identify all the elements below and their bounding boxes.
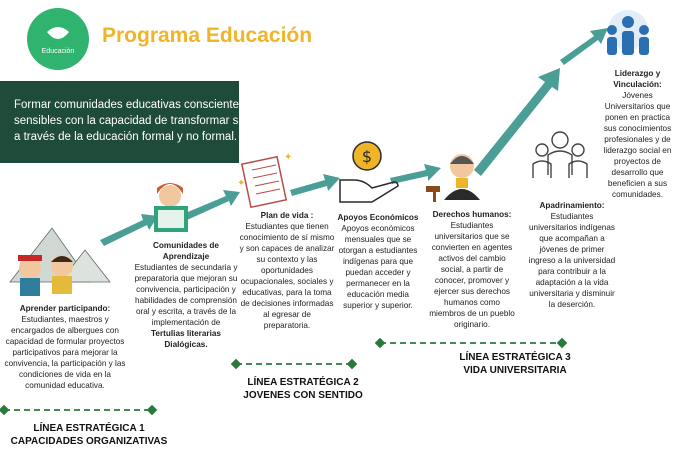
linea-estrategica-3 (440, 351, 590, 377)
linea-number: LÍNEA ESTRATÉGICA 3 (459, 352, 571, 363)
reader-icon (154, 183, 188, 232)
linea-estrategica-1 (0, 422, 178, 448)
stage-body: Apoyos económicos mensuales que se otorgan a estudiantes indígenas para que puedan acceder y permanecer en la educación media superior y superior. (338, 224, 418, 310)
coin-hand-icon (340, 142, 398, 202)
stage-body: Estudiantes de secundaria y preparatoria que mejoran su convivencia, participación y habilidades de comprensión oral y escrita, a través de la implementación de (134, 263, 238, 327)
linea-estrategica-2 (226, 376, 380, 402)
notebook-icon (237, 152, 292, 207)
linea-name: JOVENES CON SENTIDO (243, 390, 363, 401)
page-title: Programa Educación (102, 24, 313, 47)
svg-text:✦: ✦ (237, 178, 246, 189)
stage-body: Estudiantes, maestros y encargados de albergues con capacidad de formular proyectos participativos para mejorar la convivencia, la participación y las condiciones de vida en la comunidad educativa. (4, 315, 126, 390)
arrow-2 (183, 190, 240, 220)
stage-title: Liderazgo y Vinculación: (613, 69, 662, 89)
stage-liderazgo-vinculacion (602, 68, 673, 200)
stage-body: Estudiantes universitarios indígenas que acompañan a jóvenes de primer ingreso a la universidad para contribuir a la adaptación a la vida universitaria y disminuir la deserción. (528, 212, 616, 309)
svg-text:$: $ (361, 147, 373, 166)
svg-text:✦: ✦ (284, 152, 293, 163)
judge-gavel-icon (426, 154, 480, 202)
stage-body: Estudiantes que tienen conocimiento de sí mismo y son capaces de analizar su contexto y las oportunidades ocupacionales, sociales y educativas, para la toma de decisiones informadas al egresar de preparatoria. (239, 222, 335, 330)
mission-statement: Formar comunidades educativas conscientes y sensibles con la capacidad de transformar su entorno a través de la educación formal y no formal. (14, 99, 287, 143)
linea-name: CAPACIDADES ORGANIZATIVAS (10, 436, 168, 447)
arrow-3 (290, 174, 340, 196)
linea-number: LÍNEA ESTRATÉGICA 1 (33, 423, 145, 434)
stage-comunidades-aprendizaje (132, 240, 240, 350)
stage-plan-de-vida (239, 210, 335, 331)
stage-title: Comunidades de Aprendizaje (153, 241, 219, 261)
stage-aprender-participando (2, 303, 128, 391)
lips-icon (27, 8, 89, 70)
linea-number: LÍNEA ESTRATÉGICA 2 (247, 377, 359, 388)
stage-body: Estudiantes universitarios que se convierten en agentes activos del cambio social, a partir de conocer, promover y ejercer sus derechos humanos como miembros de un pueblo originario. (429, 221, 515, 329)
stage-title: Apadrinamiento: (539, 201, 605, 210)
stage-title: Aprender participando: (19, 304, 111, 313)
stage-title: Derechos humanos: (432, 210, 512, 219)
stage-body: Jóvenes Universitarios que ponen en practica sus conocimientos profesionales y de liderazgo social en proyectos de desarrollo que beneficien a sus comunidades. (603, 91, 672, 199)
stage-title: Apoyos Económicos (337, 213, 419, 222)
stage-apoyos-economicos (333, 212, 423, 311)
stage-title: Plan de vida : (260, 211, 314, 220)
leadership-people-icon (607, 10, 649, 55)
linea-name: VIDA UNIVERSITARIA (463, 365, 567, 376)
children-mountains-icon (10, 228, 110, 296)
arrow-5 (474, 68, 560, 176)
logo-label: Educación (41, 48, 75, 55)
stage-body-bold: Tertulias literarias Dialógicas. (151, 329, 221, 349)
stage-apadrinamiento (527, 200, 617, 310)
education-logo (27, 8, 89, 70)
arrow-4 (390, 164, 441, 184)
stage-derechos-humanos (426, 209, 518, 330)
arrow-6 (560, 28, 608, 65)
mentoring-people-icon (533, 132, 587, 178)
